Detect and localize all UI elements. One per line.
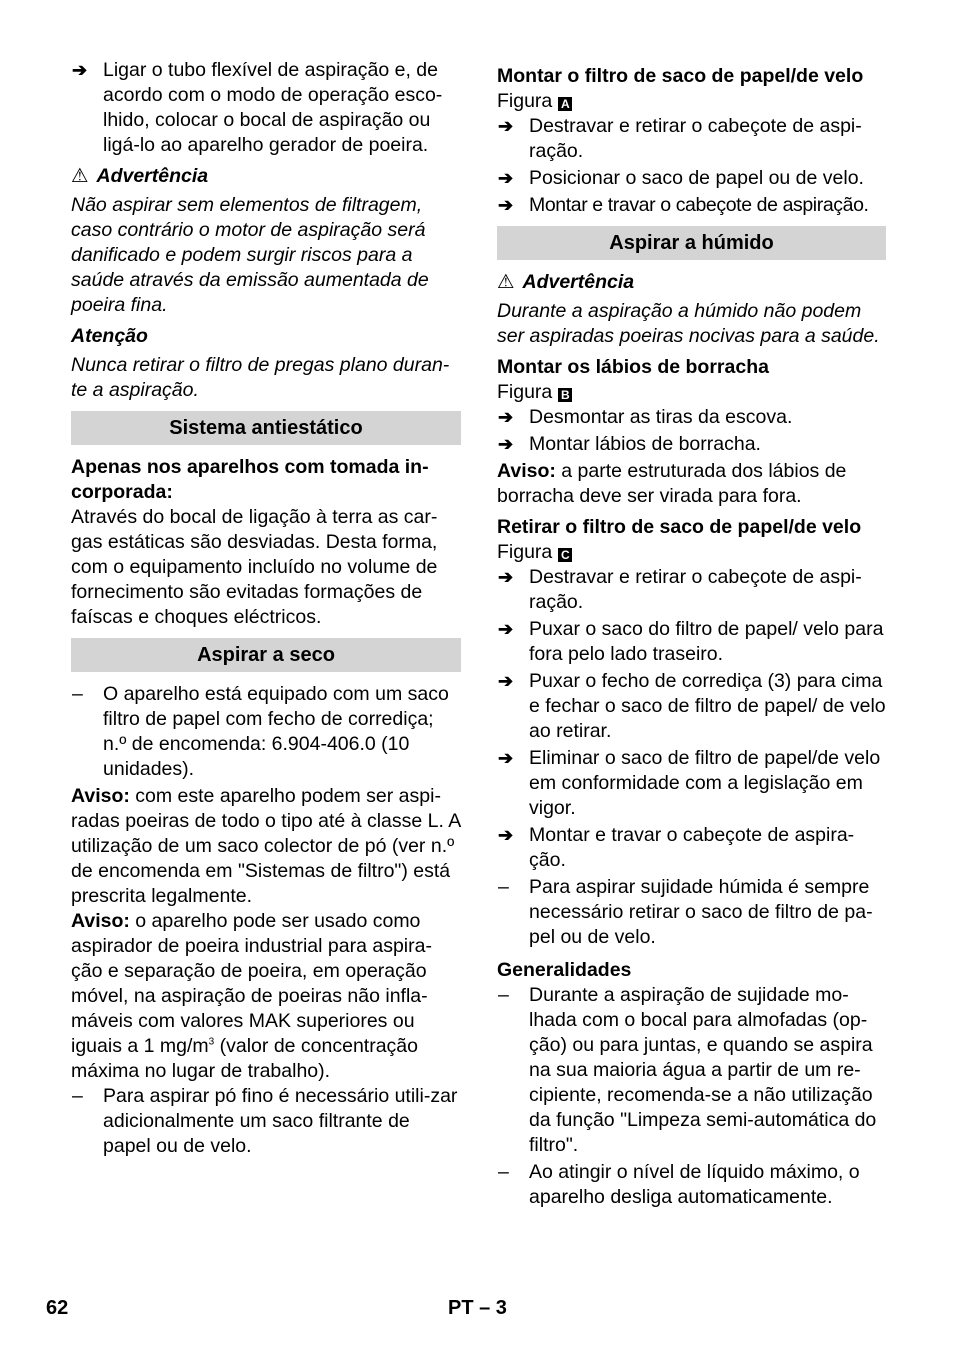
figure-b-icon: B [558, 388, 572, 402]
attention-heading: Atenção [71, 325, 148, 347]
page-number: 62 [46, 1297, 69, 1319]
list-item [71, 1084, 461, 1159]
list-item-text: Ligar o tubo flexível de aspiração e, de acordo com o modo de operação esco-lhido, colocar o bocal de aspiração ou ligá-lo ao aparelho gerador de poeira. [103, 59, 443, 156]
list-item: ➔ Destravar e retirar o cabeçote de aspi-ração. [498, 115, 862, 162]
list-item: ➔ Montar e travar o cabeçote de aspira-ção. [498, 824, 855, 871]
list-item: ➔ Destravar e retirar o cabeçote de aspi-ração. [498, 566, 862, 613]
warning-heading: ⚠ Advertência [71, 165, 209, 187]
figure-reference: Figura B [497, 380, 886, 405]
attention-text: Nunca retirar o filtro de pregas plano duran-te a aspiração. [71, 354, 450, 401]
arrow-icon: ➔ [498, 619, 514, 639]
subheading: Apenas nos aparelhos com tomada in-corporada: [71, 456, 429, 503]
subheading: Retirar o filtro de saco de papel/de velo [497, 516, 862, 538]
dash-marker: – [72, 1085, 83, 1107]
warning-heading: ⚠ Advertência [497, 271, 635, 293]
arrow-icon: ➔ [498, 168, 514, 188]
notice-paragraph: Aviso: com este aparelho podem ser aspi-radas poeiras de todo o tipo até à classe L. A utilização de um saco colector de pó (ver n.º de encomenda em "Sistemas de filtro") está prescrita legalmente. [71, 785, 461, 907]
dash-marker: – [498, 876, 509, 898]
subheading: Generalidades [497, 959, 632, 981]
warning-text: Não aspirar sem elementos de filtragem, caso contrário o motor de aspiração será danificado e podem surgir riscos para a saúde através da emissão aumentada de poeira fina. [71, 194, 429, 316]
list-item: ➔ Posicionar o saco de papel ou de velo. [498, 167, 864, 189]
notice-paragraph: Aviso: o aparelho pode ser usado como aspirador de poeira industrial para aspira-ção e separação de poeira, em operação móvel, na aspiração de poeiras não infla-máveis com valores MAK superiores ou iguais a 1 $mg/m^3$ (valor de concentração máxima no lugar de trabalho). [71, 910, 432, 1082]
dash-marker: – [498, 984, 509, 1006]
warning-icon: ⚠ [497, 271, 515, 293]
arrow-icon: ➔ [498, 748, 514, 768]
list-item: ➔ Montar lábios de borracha. [498, 433, 761, 455]
subheading: Montar os lábios de borracha [497, 356, 769, 378]
warning-text: Durante a aspiração a húmido não podem ser aspiradas poeiras nocivas para a saúde. [497, 300, 880, 347]
list-item: ➔ Eliminar o saco de filtro de papel/de velo em conformidade com a legislação em vigor. [498, 747, 881, 819]
arrow-icon: ➔ [498, 671, 514, 691]
list-item: – Ao atingir o nível de líquido máximo, o aparelho desliga automaticamente. [498, 1161, 860, 1208]
list-item: – Para aspirar sujidade húmida é sempre necessário retirar o saco de filtro de pa-pel ou de velo. [498, 876, 873, 948]
arrow-icon: ➔ [498, 116, 514, 136]
list-item: ➔ Puxar o saco do filtro de papel/ velo para fora pelo lado traseiro. [498, 618, 884, 665]
list-item: ➔ Montar e travar o cabeçote de aspiração. [498, 194, 869, 216]
list-item [71, 58, 461, 158]
arrow-icon: ➔ [72, 60, 88, 80]
page-label: PT – 3 [448, 1297, 507, 1319]
subheading: Montar o filtro de saco de papel/de velo [497, 65, 864, 87]
figure-a-icon: A [558, 97, 572, 111]
figure-reference: Figura C [497, 540, 886, 565]
right-column [497, 58, 886, 1212]
figure-reference: Figura A [497, 89, 886, 114]
arrow-icon: ➔ [498, 434, 514, 454]
list-item-text: Para aspirar pó fino é necessário utili-zar adicionalmente um saco filtrante de papel ou de velo. [103, 1085, 458, 1157]
dash-marker: – [498, 1161, 509, 1183]
paragraph: Através do bocal de ligação à terra as car-gas estáticas são desviadas. Desta forma, com o equipamento incluído no volume de fornecimento são evitadas formações de faíscas e choques eléctricos. [71, 506, 438, 628]
warning-icon: ⚠ [71, 165, 89, 187]
arrow-icon: ➔ [498, 567, 514, 587]
list-item-text: O aparelho está equipado com um saco filtro de papel com fecho de corrediça; n.º de encomenda: 6.904-406.0 (10 unidades). [103, 683, 449, 780]
list-item: ➔ Puxar o fecho de corrediça (3) para cima e fechar o saco de filtro de papel/ de velo ao retirar. [498, 670, 886, 742]
section-heading-antistatic: Sistema antiestático [71, 411, 461, 445]
arrow-icon: ➔ [498, 407, 514, 427]
dash-marker: – [72, 683, 83, 705]
list-item: ➔ Desmontar as tiras da escova. [498, 406, 793, 428]
section-heading-wet: Aspirar a húmido [497, 226, 886, 260]
list-item: – Durante a aspiração de sujidade mo-lhada com o bocal para almofadas (op-ção) ou para juntas, e quando se aspira na sua maioria água a partir de um re-cipiente, recomenda-se a não utilização da função "Limpeza semi-automática do filtro". [498, 984, 877, 1156]
arrow-icon: ➔ [498, 825, 514, 845]
figure-c-icon: C [558, 548, 572, 562]
section-heading-dry: Aspirar a seco [71, 638, 461, 672]
left-column [71, 58, 461, 1161]
arrow-icon: ➔ [498, 195, 514, 215]
list-item [71, 682, 461, 782]
notice-paragraph: Aviso: a parte estruturada dos lábios de borracha deve ser virada para fora. [497, 460, 847, 507]
